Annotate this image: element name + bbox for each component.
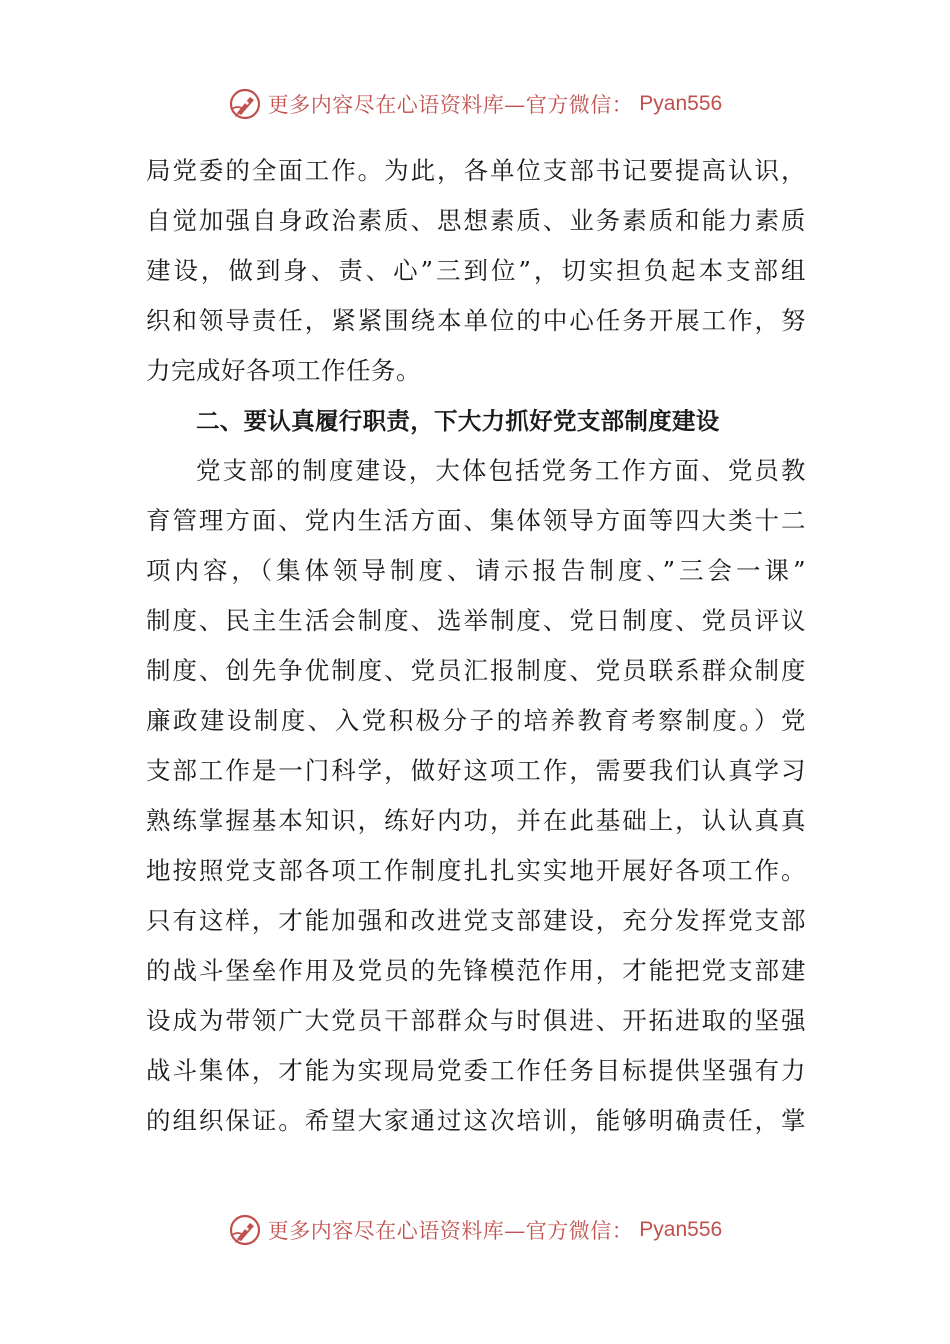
text-line: 党支部的制度建设，大体包括党务工作方面、党员教 [196,456,806,485]
watermark-site-text: 更多内容尽在心语资料库—官方微信： [267,1219,634,1243]
text-line: 地按照党支部各项工作制度扎扎实实地开展好各项工作。 [146,856,806,885]
document-body [146,146,806,1146]
text-line: 育管理方面、党内生活方面、集体领导方面等四大类十二 [146,506,806,535]
text-line: 自觉加强自身政治素质、思想素质、业务素质和能力素质 [146,206,806,235]
text-line: 设成为带领广大党员干部群众与时俱进、开拓进取的坚强 [146,1006,806,1035]
text-line: 熟练掌握基本知识，练好内功，并在此基础上，认认真真 [146,806,806,835]
text-line: 力完成好各项工作任务。 [146,356,421,385]
pen-nib-logo-icon [228,1213,262,1247]
text-line: 的组织保证。希望大家通过这次培训，能够明确责任，掌 [146,1106,806,1135]
text-line: 项内容，（集体领导制度、请示报告制度、”三会一课” [146,556,806,585]
watermark-site-text: 更多内容尽在心语资料库—官方微信： [267,93,634,117]
text-line: 只有这样，才能加强和改进党支部建设，充分发挥党支部 [146,906,806,935]
text-line: 建设，做到身、责、心”三到位”，切实担负起本支部组 [146,256,806,285]
text-line: 制度、民主生活会制度、选举制度、党日制度、党员评议 [146,606,806,635]
header-watermark [0,84,950,124]
text-line: 廉政建设制度、入党积极分子的培养教育考察制度。）党 [146,706,806,735]
section-heading: 二、要认真履行职责，下大力抓好党支部制度建设 [196,407,720,435]
text-line: 制度、创先争优制度、党员汇报制度、党员联系群众制度 [146,656,806,685]
text-line: 织和领导责任，紧紧围绕本单位的中心任务开展工作，努 [146,306,806,335]
watermark-handle: Pyan556 [639,92,723,115]
text-line: 战斗集体，才能为实现局党委工作任务目标提供坚强有力 [146,1056,806,1085]
text-line: 的战斗堡垒作用及党员的先锋模范作用，才能把党支部建 [146,956,806,985]
text-line: 支部工作是一门科学，做好这项工作，需要我们认真学习 [146,756,806,785]
text-line: 局党委的全面工作。为此，各单位支部书记要提高认识， [146,156,806,185]
watermark-handle: Pyan556 [639,1218,723,1241]
footer-watermark [0,1210,950,1250]
pen-nib-logo-icon [228,87,262,121]
